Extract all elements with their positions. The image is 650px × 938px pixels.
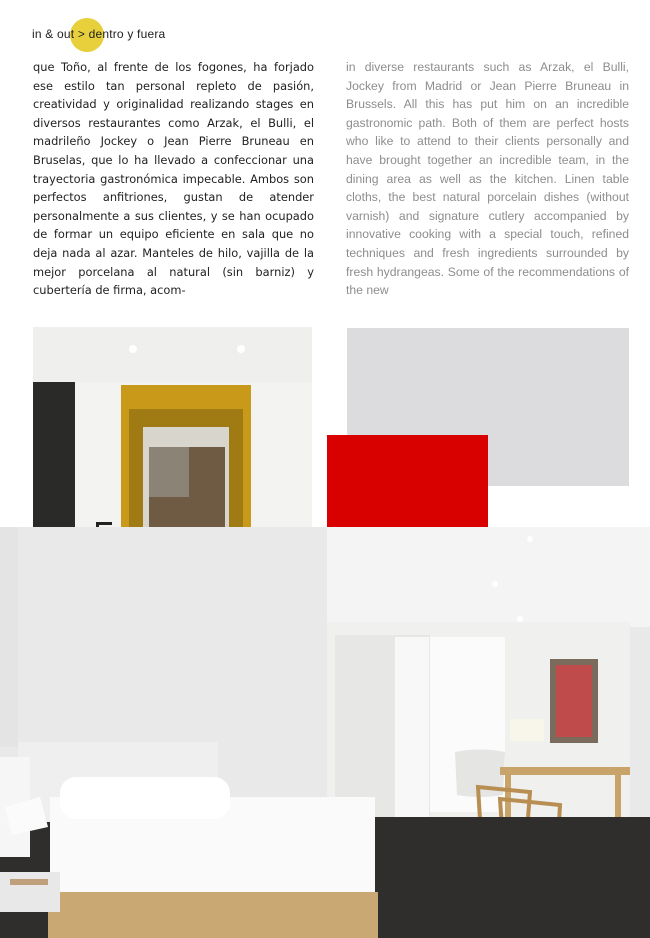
article-text-spanish: que Toño, al frente de los fogones, ha forjado ese estilo tan personal repleto de pasión, creatividad y originalidad realizando stages en diversos restaurantes como Arzak, el Bulli, el madrileño Jockey o Jean Pierre Bruneau en Bruselas, que lo ha llevado a confeccionar una trayectoria gastronómica impecable. Ambos son perfectos anfitriones, gustan de atender personalmente a sus clientes, y se han ocupado de formar un equipo eficiente en sala que no deja nada al azar. Manteles de hilo, vajilla de la mejor porcelana al natural (sin barniz) y cubertería de firma, acom- <box>33 60 314 298</box>
article-text-english: in diverse restaurants such as Arzak, el Bulli, Jockey from Madrid or Jean Pierre Bruneau in Brussels. All this has put him on an incredible gastronomic path. Both of them are perfect hosts who like to attend to their clients personally and have brought together an incredible team, in the dining area as well as the kitchen. Linen table cloths, the best natural porcelain dishes (without varnish) and signature cutlery accompanied by innovative cooking with a special touch, refined techniques and fresh ingredients surrounded by fresh hydrangeas. Some of the recommendations of the new <box>346 60 629 298</box>
red-decorative-block <box>327 435 488 527</box>
bedroom-illustration <box>0 527 650 938</box>
section-title: in & out > dentro y fuera <box>32 27 166 41</box>
bedroom-photo <box>0 527 650 938</box>
